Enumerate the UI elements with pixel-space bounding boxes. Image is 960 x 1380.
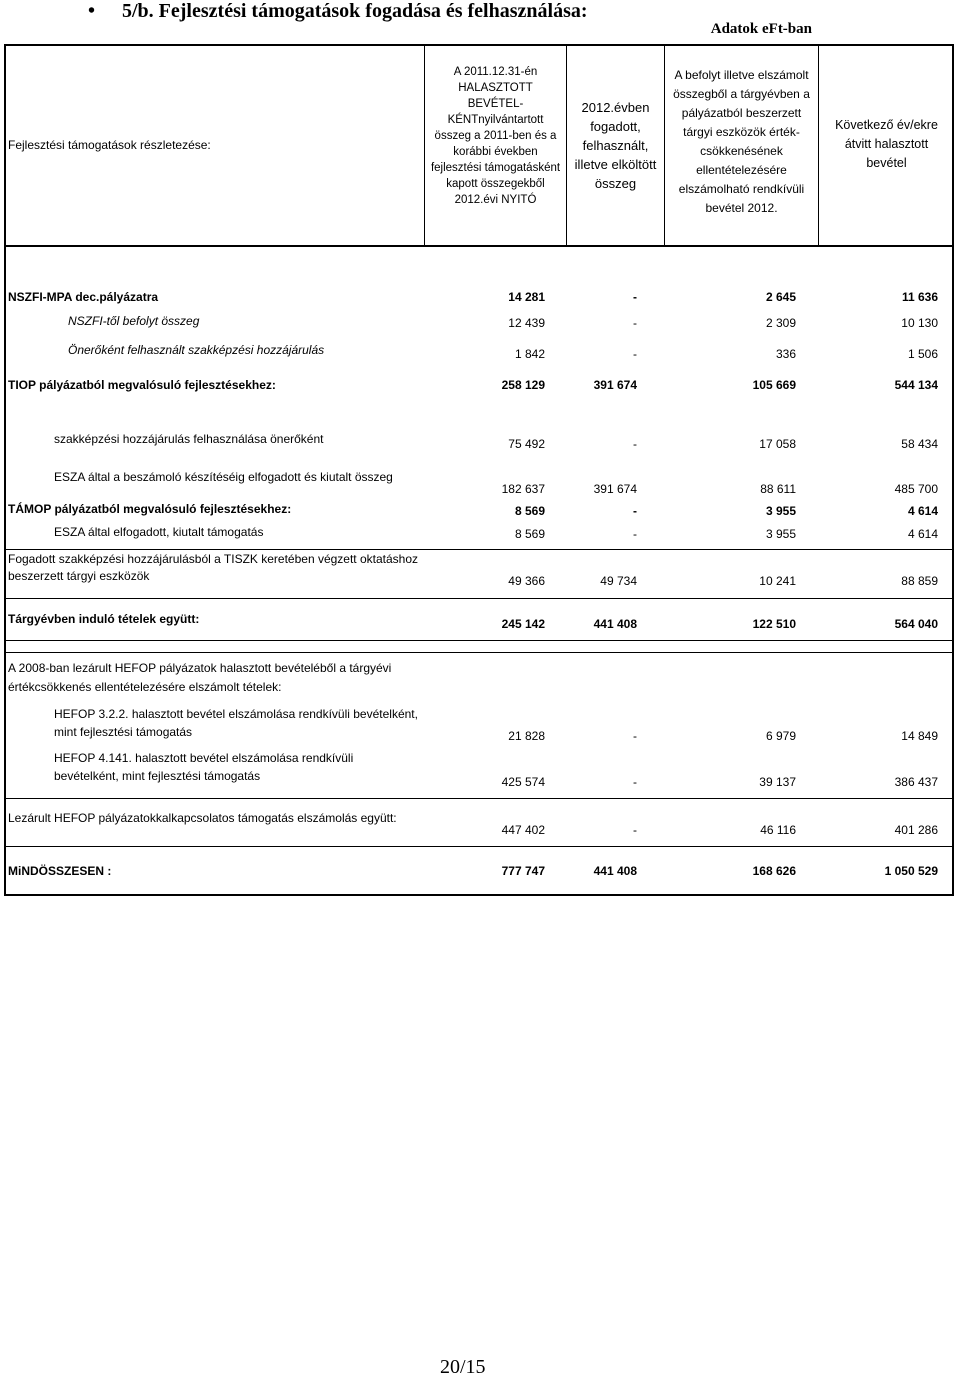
row-label-line1: HEFOP 3.2.2. halasztott bevétel elszámolása rendkívüli bevételként,: [54, 707, 418, 721]
cell-deferred: 485 700: [894, 482, 938, 496]
cell-deferred: 11 636: [901, 290, 938, 304]
table-row: [0, 707, 960, 747]
row-label: Lezárult HEFOP pályázatokkalkapcsolatos támogatás elszámolás együtt:: [8, 811, 397, 825]
table-row: [0, 552, 960, 592]
cell-received: 391 674: [593, 482, 637, 496]
header-bottom-rule: [4, 245, 954, 247]
cell-received: -: [633, 347, 637, 361]
row-label: TÁMOP pályázatból megvalósuló fejlesztésekhez:: [8, 502, 292, 516]
cell-extraordinary: 2 645: [765, 290, 796, 304]
cell-opening: 777 747: [501, 864, 545, 878]
cell-opening: 14 281: [508, 290, 545, 304]
header-col-description: Fejlesztési támogatások részletezése:: [8, 137, 211, 152]
cell-deferred: 544 134: [894, 378, 938, 392]
cell-opening: 258 129: [501, 378, 545, 392]
cell-extraordinary: 88 611: [760, 482, 796, 496]
cell-received: 391 674: [593, 378, 637, 392]
header-col-opening: A 2011.12.31-én HALASZTOTT BEVÉTEL-KÉNTnyilvántartott összeg a 2011-ben és a korábbi években fejlesztési támogatásként kapott összegekből 2012.évi NYITÓ: [430, 66, 561, 206]
row-label-line2: értékcsökkenés ellentételezésére elszámolt tételek:: [8, 680, 282, 694]
cell-deferred: 14 849: [901, 729, 938, 743]
row-label: ESZA által elfogadott, kiutalt támogatás: [54, 525, 264, 539]
cell-received: -: [633, 437, 637, 451]
row-separator: [4, 549, 954, 550]
cell-received: -: [633, 290, 637, 304]
cell-extraordinary: 3 955: [765, 504, 796, 518]
row-separator: [4, 846, 954, 847]
cell-received: -: [633, 775, 637, 789]
page-title: 5/b. Fejlesztési támogatások fogadása és felhasználása:: [122, 0, 588, 22]
cell-opening: 245 142: [501, 617, 545, 631]
cell-received: -: [633, 527, 637, 541]
page-number: 20/15: [440, 1356, 486, 1378]
row-separator: [4, 598, 954, 599]
cell-opening: 8 569: [514, 504, 545, 518]
cell-opening: 182 637: [501, 482, 545, 496]
row-label-line1: A 2008-ban lezárult HEFOP pályázatok halasztott bevételéből a tárgyévi: [8, 661, 392, 675]
cell-opening: 12 439: [508, 316, 545, 330]
cell-extraordinary: 122 510: [752, 617, 796, 631]
row-label: Önerőként felhasznált szakképzési hozzájárulás: [68, 343, 325, 357]
cell-deferred: 4 614: [907, 527, 938, 541]
header-col-received: 2012.évben fogadott, felhasznált, illetve elköltött összeg: [574, 99, 657, 191]
bullet-icon: •: [88, 0, 96, 22]
cell-opening: 21 828: [508, 729, 545, 743]
cell-extraordinary: 105 669: [752, 378, 796, 392]
row-separator: [4, 640, 954, 641]
cell-received: -: [633, 823, 637, 837]
cell-received: 49 734: [600, 574, 637, 588]
cell-deferred: 58 434: [901, 437, 938, 451]
cell-received: -: [633, 316, 637, 330]
cell-deferred: 4 614: [907, 504, 938, 518]
cell-deferred: 10 130: [901, 316, 938, 330]
cell-extraordinary: 2 309: [765, 316, 796, 330]
row-label: NSZFI-MPA dec.pályázatra: [8, 290, 159, 304]
row-label: Tárgyévben induló tételek együtt:: [8, 612, 200, 626]
table-row: [0, 751, 960, 791]
cell-deferred: 401 286: [894, 823, 938, 837]
cell-extraordinary: 3 955: [765, 527, 796, 541]
cell-extraordinary: 168 626: [752, 864, 796, 878]
cell-deferred: 88 859: [901, 574, 938, 588]
cell-opening: 8 569: [514, 527, 545, 541]
header-col-deferred: Következő év/ekre átvitt halasztott bevétel: [835, 118, 938, 170]
cell-received: 441 408: [593, 617, 637, 631]
row-label-line2: beszerzett tárgyi eszközök: [8, 569, 150, 583]
cell-deferred: 564 040: [894, 617, 938, 631]
table-row: [0, 811, 960, 841]
cell-received: -: [633, 504, 637, 518]
cell-received: 441 408: [593, 864, 637, 878]
row-label: szakképzési hozzájárulás felhasználása önerőként: [54, 432, 324, 446]
row-label: TIOP pályázatból megvalósuló fejlesztésekhez:: [8, 378, 276, 392]
cell-extraordinary: 46 116: [760, 823, 796, 837]
table-row: [0, 661, 960, 701]
cell-opening: 425 574: [501, 775, 545, 789]
row-label: ESZA által a beszámoló készítéséig elfogadott és kiutalt összeg: [54, 470, 393, 484]
cell-deferred: 1 050 529: [884, 864, 938, 878]
row-separator: [4, 798, 954, 799]
row-label-line2: mint fejlesztési támogatás: [54, 725, 193, 739]
cell-received: -: [633, 729, 637, 743]
row-label: NSZFI-től befolyt összeg: [68, 314, 200, 328]
cell-extraordinary: 10 241: [759, 574, 796, 588]
cell-extraordinary: 39 137: [759, 775, 796, 789]
header-col-extraordinary-income: A befolyt illetve elszámolt összegből a tárgyévben a pályázatból beszerzett tárgyi eszközök érték-csökkenésének ellentételezésére elszámolható rendkívüli bevétel 2012.: [673, 68, 810, 215]
cell-extraordinary: 17 058: [759, 437, 796, 451]
row-label-line1: Fogadott szakképzési hozzájárulásból a TISZK keretében végzett oktatáshoz: [8, 552, 419, 566]
cell-deferred: 386 437: [894, 775, 938, 789]
cell-opening: 1 842: [514, 347, 545, 361]
row-separator: [4, 652, 954, 653]
cell-extraordinary: 336: [775, 347, 796, 361]
cell-opening: 49 366: [508, 574, 545, 588]
cell-extraordinary: 6 979: [765, 729, 796, 743]
cell-opening: 447 402: [501, 823, 545, 837]
row-label: MiNDÖSSZESEN :: [8, 864, 112, 878]
cell-opening: 75 492: [508, 437, 545, 451]
units-note: Adatok eFt-ban: [710, 21, 812, 37]
row-label-line1: HEFOP 4.141. halasztott bevétel elszámolása rendkívüli: [54, 751, 354, 765]
row-label-line2: bevételként, mint fejlesztési támogatás: [54, 769, 261, 783]
cell-deferred: 1 506: [907, 347, 938, 361]
